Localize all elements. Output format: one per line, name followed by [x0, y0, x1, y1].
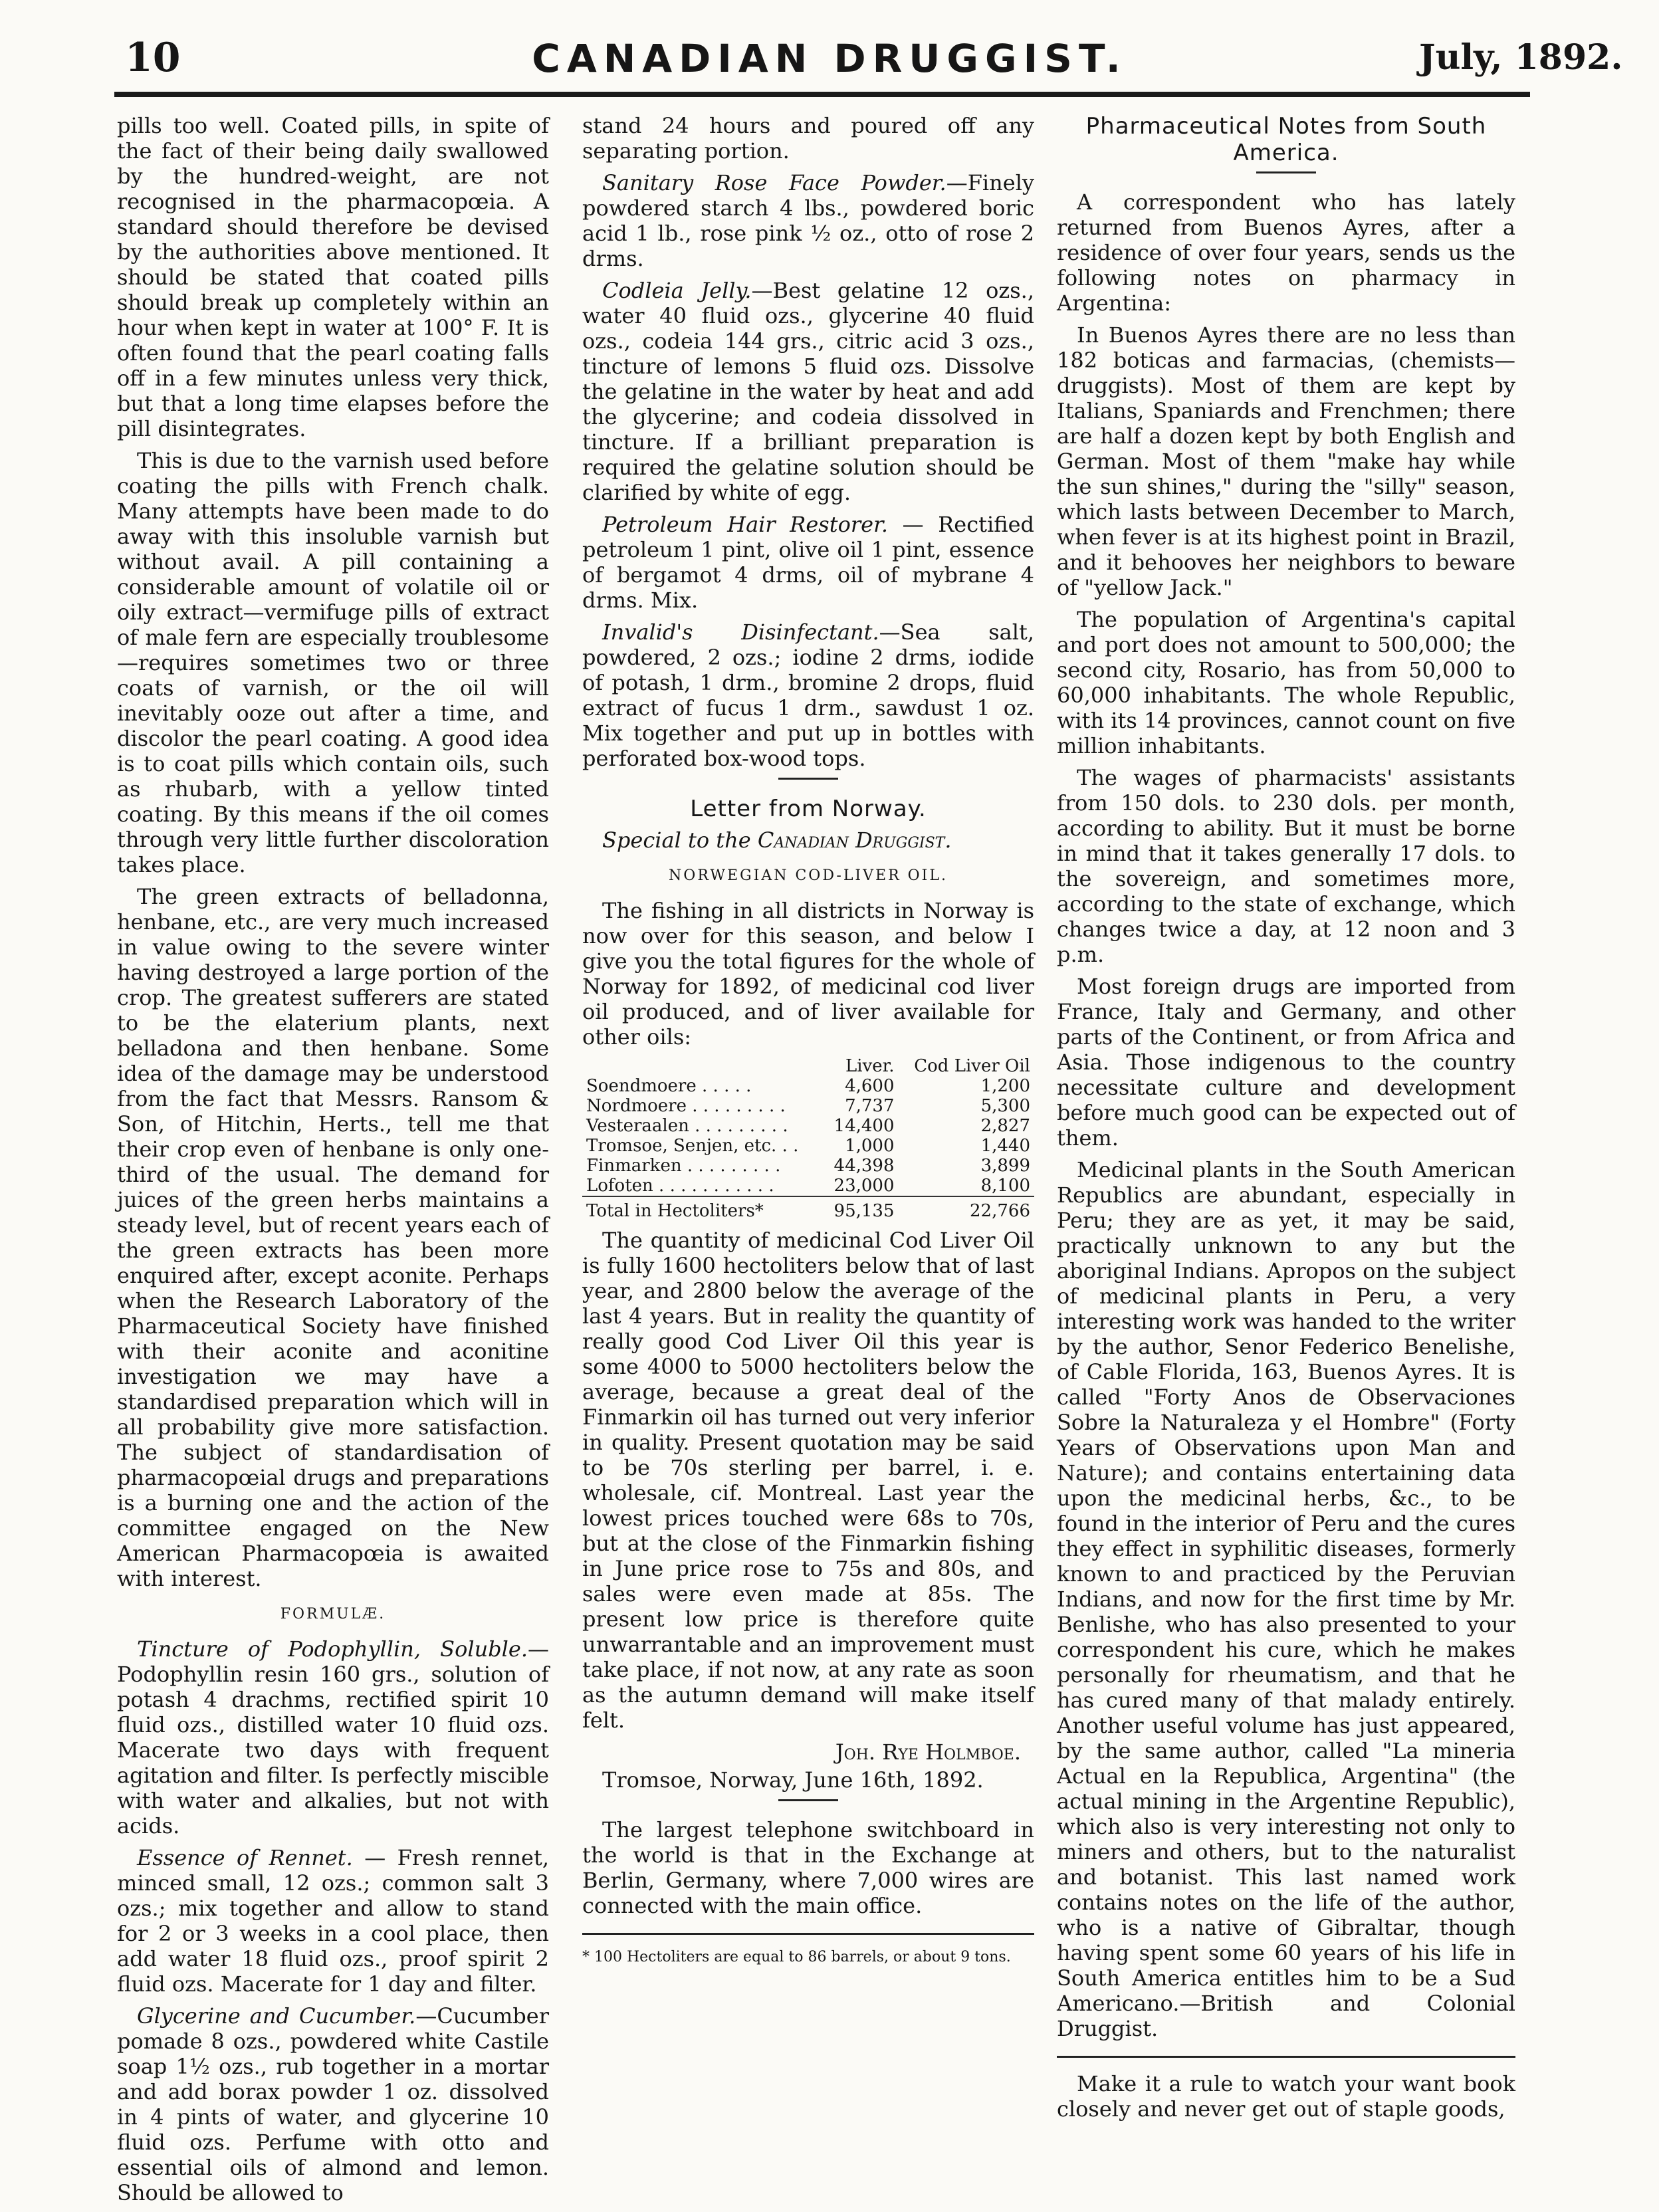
paragraph: The largest telephone switchboard in the world is that in the Exchange at Berlin, Germany, where 7,000 wires are connected with the main office. [582, 1817, 1034, 1918]
paragraph: pills too well. Coated pills, in spite of the fact of their being daily swallowed by the hundred-weight, are not recognised in the pharmacopœia. A standard should therefore be devised by the authorities above mentioned. It should be stated that coated pills should break up completely within an hour when kept in water at 100° F. It is often found that the pearl coating falls off in a few minutes unless very thick, but that a long time elapses before the pill disintegrates. [117, 113, 549, 441]
table-row [582, 1156, 1034, 1176]
formula-paragraph [582, 170, 1034, 271]
column-3 [1057, 113, 1515, 2128]
formula-title: Codleia Jelly. [602, 278, 752, 303]
paragraph: A correspondent who has lately returned from Buenos Ayres, after a residence of over four years, sends us the following notes on pharmacy in Argentina: [1057, 189, 1515, 316]
byline-prefix: Special to the [602, 828, 758, 853]
formula-text: —Sea salt, powdered, 2 ozs.; iodine 2 drms, iodide of potash, 1 drm., bromine 2 drops, fluid extract of fucus 1 drm., sawdust 1 oz. Mix together and put up in bottles with perforated box-wood tops. [582, 619, 1034, 771]
table-cell: 1,000 [845, 1136, 895, 1156]
byline-publication: Canadian Druggist. [757, 828, 952, 853]
letter-signature: Joh. Rye Holmboe. [835, 1739, 1021, 1765]
paragraph: The population of Argentina's capital and port does not amount to 500,000; the second city, Rosario, has from 50,000 to 60,000 inhabitants. The whole Republic, with its 14 provinces, cannot count on five million inhabitants. [1057, 607, 1515, 758]
formula-paragraph [582, 278, 1034, 505]
formula-text: —Finely powdered starch 4 lbs., powdered boric acid 1 lb., rose pink ½ oz., otto of rose 2 drms. [582, 170, 1034, 271]
table-cell: 23,000 [833, 1176, 895, 1196]
page-number: 10 [125, 35, 181, 81]
table-row [582, 1136, 1034, 1156]
paragraph: The green extracts of belladonna, henbane, etc., are very much increased in value owing to the severe winter having destroyed a large portion of the crop. The greatest sufferers are stated to be the elaterium plants, next belladona and then henbane. Some idea of the damage may be understood from the fact that Messrs. Ransom & Son, of Hitchin, Herts., tell me that their crop even of henbane is only one-third of the usual. The demand for juices of the green herbs maintains a steady level, but of recent years each of the green extracts has been more enquired after, except aconite. Perhaps when the Research Laboratory of the Pharmaceutical Society have finished with their aconite and aconitine investigation we may have a standardised preparation which will in all probability give more satisfaction. The subject of standardisation of pharmacopœial drugs and preparations is a burning one and the action of the committee engaged on the New American Pharmacopœia is awaited with interest. [117, 884, 549, 1591]
paragraph: This is due to the varnish used before coating the pills with French chalk. Many attempts have been made to do away with this insoluble varnish but without avail. A pill containing a considerable amount of volatile oil or oily extract—vermifuge pills of extract of male fern are especially troublesome—requires sometimes two or three coats of varnish, or the oil will inevitably ooze out after a time, and discolor the pearl coating. A good idea is to coat pills which contain oils, such as rhubarb, with a yellow tinted coating. By this means if the oil comes through very little further discoloration takes place. [117, 448, 549, 877]
formula-title: Tincture of Podophyllin, Soluble. [137, 1636, 528, 1662]
table-total-row [582, 1196, 1034, 1221]
column-1 [117, 113, 549, 2212]
page-header [0, 0, 1659, 100]
table-cell: Soendmoere . . . . . [586, 1076, 752, 1096]
table-cell: 3,899 [980, 1156, 1030, 1176]
article-subhead: NORWEGIAN COD-LIVER OIL. [669, 867, 948, 884]
formula-title: Invalid's Disinfectant. [602, 619, 879, 645]
byline [602, 828, 1034, 853]
formula-title: Essence of Rennet. [137, 1845, 353, 1870]
table-cell: 22,766 [899, 1196, 1034, 1221]
formula-paragraph [117, 2003, 549, 2205]
formula-paragraph [117, 1845, 549, 1997]
table-cell: Total in Hectoliters* [582, 1196, 824, 1221]
paragraph: Most foreign drugs are imported from France, Italy and Germany, and other parts of the Continent, or from Africa and Asia. Those indigenous to the country necessitate culture and development before much good can be expected out of them. [1057, 974, 1515, 1151]
table-header-row [582, 1056, 1034, 1076]
formula-paragraph [582, 619, 1034, 771]
table-cell: 95,135 [824, 1196, 899, 1221]
paragraph: Medicinal plants in the South American Republics are abundant, especially in Peru; they are as yet, it may be said, practically unknown to any but the aboriginal Indians. Apropos on the subject of medicinal plants in Peru, a very interesting work was handed to the writer by the author, Senor Federico Benelishe, of Cable Florida, 163, Buenos Ayres. It is called "Forty Anos de Observaciones Sobre la Naturaleza y el Hombre" (Forty Years of Observations upon Man and Nature); and contains entertaining data upon the medicinal herbs, &c., to be found in the interior of Peru and the cures they effect in syphilitic diseases, formerly known to and practiced by the Peruvian Indians, and now for the first time by Mr. Benlishe, who has also presented to your correspondent his cure, which he makes personally for rheumatism, and that he has cured many of that malady entirely. Another useful volume has just appeared, by the same author, called "La mineria Actual en la Republica, Argentina" (the actual mining in the Argentine Republic), which also is very interesting not only to miners and others, but to the naturalist and botanist. This last named work contains notes on the life of the author, who is a native of Gibraltar, though having spent some 60 years of his life in South America entitles him to be a Sud Americano.—British and Colonial Druggist. [1057, 1157, 1515, 2041]
table-cell: Lofoten . . . . . . . . . . . [586, 1176, 774, 1196]
letter-heading: Letter from Norway. [690, 796, 927, 822]
formula-text: —Cucumber pomade 8 ozs., powdered white Castile soap 1½ ozs., rub together in a mortar and add borax powder 1 oz. dissolved in 4 pints of water, and glycerine 10 fluid ozs. Perfume with otto and essential oils of almond and lemon. Should be allowed to [117, 2003, 549, 2205]
table-cell: 7,737 [845, 1096, 895, 1116]
footnote: * 100 Hectoliters are equal to 86 barrels, or about 9 tons. [582, 1949, 1011, 1965]
table-cell: Finmarken . . . . . . . . . [586, 1156, 781, 1176]
formula-paragraph [582, 512, 1034, 613]
paragraph: Make it a rule to watch your want book closely and never get out of staple goods, [1057, 2071, 1515, 2122]
section-rule [1057, 2056, 1515, 2058]
table-cell: 14,400 [833, 1116, 895, 1136]
table-cell: Nordmoere . . . . . . . . . [586, 1096, 786, 1116]
issue-date: July, 1892. [1419, 37, 1623, 78]
table-row [582, 1116, 1034, 1136]
section-divider [1256, 171, 1316, 173]
paragraph: The quantity of medicinal Cod Liver Oil is fully 1600 hectoliters below that of last year, and 2800 below the average of the last 4 years. But in reality the quantity of really good Cod Liver Oil this year is some 4000 to 5000 hectoliters below the average, because a great deal of the Finmarkin oil has turned out very inferior in quality. Present quotation may be said to be 70s sterling per barrel, i. e. wholesale, cif. Montreal. Last year the lowest prices touched were 68s to 70s, but at the close of the Finmarkin fishing in June price rose to 75s and 80s, and sales were even made at 85s. The present low price is therefore quite unwarrantable and an improvement must take place, if not now, at any rate as soon as the autumn demand will make itself felt. [582, 1228, 1034, 1733]
paragraph: The wages of pharmacists' assistants from 150 dols. to 230 dols. per month, according to ability. But it must be borne in mind that it takes generally 17 dols. to the sovereign, and sometimes more, according to the state of exchange, which changes twice a day, at 12 noon and 3 p.m. [1057, 765, 1515, 967]
letter-dateline: Tromsoe, Norway, June 16th, 1892. [602, 1767, 984, 1793]
footnote-rule [582, 1933, 1034, 1935]
section-divider [778, 1799, 838, 1801]
formula-text: —Podophyllin resin 160 grs., solution of potash 4 drachms, rectified spirit 10 fluid ozs., distilled water 10 fluid ozs. Macerate two days with frequent agitation and filter. Is perfectly miscible with water and alkalies, but not with acids. [117, 1636, 549, 1838]
table-cell: 1,440 [980, 1136, 1030, 1156]
table-cell: 2,827 [980, 1116, 1030, 1136]
table-cell: Tromsoe, Senjen, etc. . . [586, 1136, 799, 1156]
table-cell: 44,398 [833, 1156, 895, 1176]
table-row [582, 1176, 1034, 1196]
formula-title: Petroleum Hair Restorer. [602, 512, 889, 537]
formula-title: Sanitary Rose Face Powder. [602, 170, 946, 195]
table-cell: 8,100 [980, 1176, 1030, 1196]
table-row [582, 1096, 1034, 1116]
formula-text: — Fresh rennet, minced small, 12 ozs.; common salt 3 ozs.; mix together and allow to stand for 2 or 3 weeks in a cool place, then add water 18 fluid ozs., proof spirit 2 fluid ozs. Macerate for 1 day and filter. [117, 1845, 550, 1997]
formula-paragraph [117, 1636, 549, 1838]
table-cell: Vesteraalen . . . . . . . . . [586, 1116, 788, 1136]
column-2 [582, 113, 1034, 1973]
formula-text: —Best gelatine 12 ozs., water 40 fluid ozs., glycerine 40 fluid ozs., codeia 144 grs., citric acid 3 ozs., tincture of lemons 5 fluid ozs. Dissolve the gelatine in the water by heat and add the glycerine; and codeia dissolved in tincture. If a brilliant preparation is required the gelatine solution should be clarified by white of egg. [582, 278, 1035, 505]
paragraph: In Buenos Ayres there are no less than 182 boticas and farmacias, (chemists—druggists). Most of them are kept by Italians, Spaniards and Frenchmen; there are half a dozen kept by both English and German. Most of them "make hay while the sun shines," during the "silly" season, which lasts between December to March, when fever is at its highest point in Brazil, and it behooves her neighbors to beware of "yellow Jack." [1057, 322, 1515, 600]
table-cell: 4,600 [845, 1076, 895, 1096]
formulae-heading: FORMULÆ. [280, 1606, 386, 1622]
table-cell: 5,300 [980, 1096, 1030, 1116]
formula-text: — Rectified petroleum 1 pint, olive oil 1 pint, essence of bergamot 4 drms, oil of mybrane 4 drms. Mix. [582, 512, 1035, 613]
table-cell: 1,200 [980, 1076, 1030, 1096]
article-heading: Pharmaceutical Notes from South America. [1085, 113, 1487, 166]
paragraph: The fishing in all districts in Norway is now over for this season, and below I give you the total figures for the whole of Norway for 1892, of medicinal cod liver oil produced, and of liver available for other oils: [582, 898, 1034, 1050]
table-header: Cod Liver Oil [914, 1056, 1030, 1076]
paragraph: stand 24 hours and poured off any separating portion. [582, 113, 1034, 164]
cod-liver-oil-table [582, 1056, 1034, 1221]
section-divider [778, 778, 838, 780]
table-header: Liver. [845, 1056, 895, 1076]
masthead: CANADIAN DRUGGIST. [532, 36, 1127, 81]
table-row [582, 1076, 1034, 1096]
table-header [582, 1056, 824, 1076]
header-rule [114, 92, 1530, 97]
formula-title: Glycerine and Cucumber. [137, 2003, 416, 2029]
